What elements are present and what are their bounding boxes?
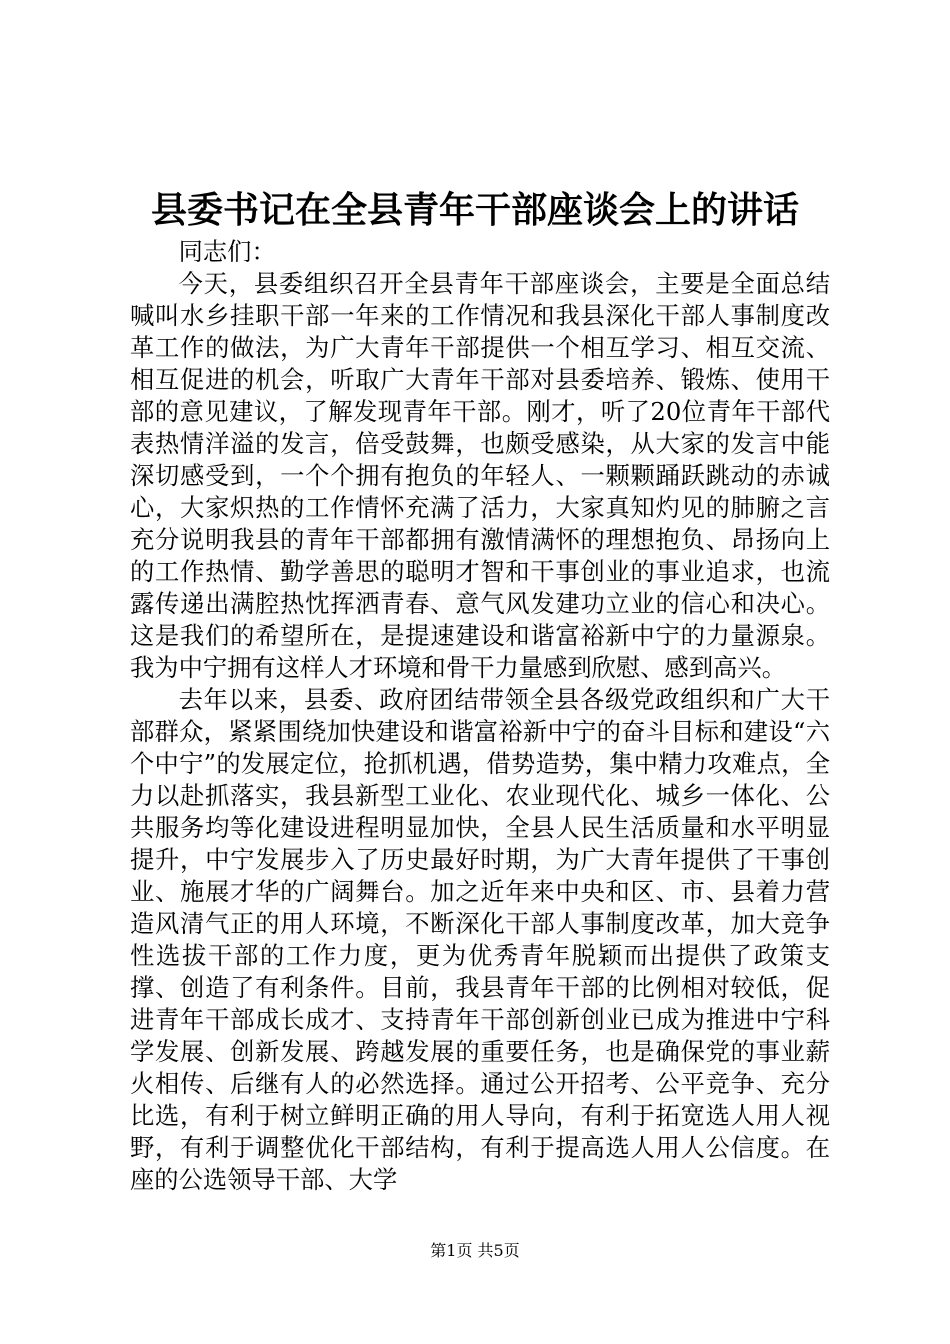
paragraph-1: 今天，县委组织召开全县青年干部座谈会，主要是全面总结喊叫水乡挂职干部一年来的工作情况和我县深化干部人事制度改革工作的做法，为广大青年干部提供一个相互学习、相互交流、相互促进的机会，听取广大青年干部对县委培养、锻炼、使用干部的意见建议，了解发现青年干部。刚才，听了20位青年干部代表热情洋溢的发言，倍受鼓舞，也颇受感染，从大家的发言中能深切感受到，一个个拥有抱负的年轻人、一颗颗踊跃跳动的赤诚心，大家炽热的工作情怀充满了活力，大家真知灼见的肺腑之言充分说明我县的青年干部都拥有激情满怀的理想抱负、昂扬向上的工作热情、勤学善思的聪明才智和干事创业的事业追求，也流露传递出满腔热忱挥洒青春、意气风发建功立业的信心和决心。这是我们的希望所在，是提速建设和谐富裕新中宁的力量源泉。我为中宁拥有这样人才环境和骨干力量感到欣慰、感到高兴。: [130, 269, 830, 682]
paragraph-2: 去年以来，县委、政府团结带领全县各级党政组织和广大干部群众，紧紧围绕加快建设和谐富裕新中宁的奋斗目标和建设“六个中宁”的发展定位，抢抓机遇，借势造势，集中精力攻难点，全力以赴抓落实，我县新型工业化、农业现代化、城乡一体化、公共服务均等化建设进程明显加快，全县人民生活质量和水平明显提升，中宁发展步入了历史最好时期，为广大青年提供了干事创业、施展才华的广阔舞台。加之近年来中央和区、市、县着力营造风清气正的用人环境，不断深化干部人事制度改革，加大竞争性选拔干部的工作力度，更为优秀青年脱颖而出提供了政策支撑、创造了有利条件。目前，我县青年干部的比例相对较低，促进青年干部成长成才、支持青年干部创新创业已成为推进中宁科学发展、创新发展、跨越发展的重要任务，也是确保党的事业薪火相传、后继有人的必然选择。通过公开招考、公平竞争、充分比选，有利于树立鲜明正确的用人导向，有利于拓宽选人用人视野，有利于调整优化干部结构，有利于提高选人用人公信度。在座的公选领导干部、大学: [130, 685, 830, 1194]
document-body: [130, 236, 830, 1196]
salutation: 同志们：: [178, 237, 276, 266]
document-title: 县委书记在全县青年干部座谈会上的讲话: [150, 189, 799, 231]
page-number-footer: 第1页 共5页: [430, 1241, 520, 1260]
